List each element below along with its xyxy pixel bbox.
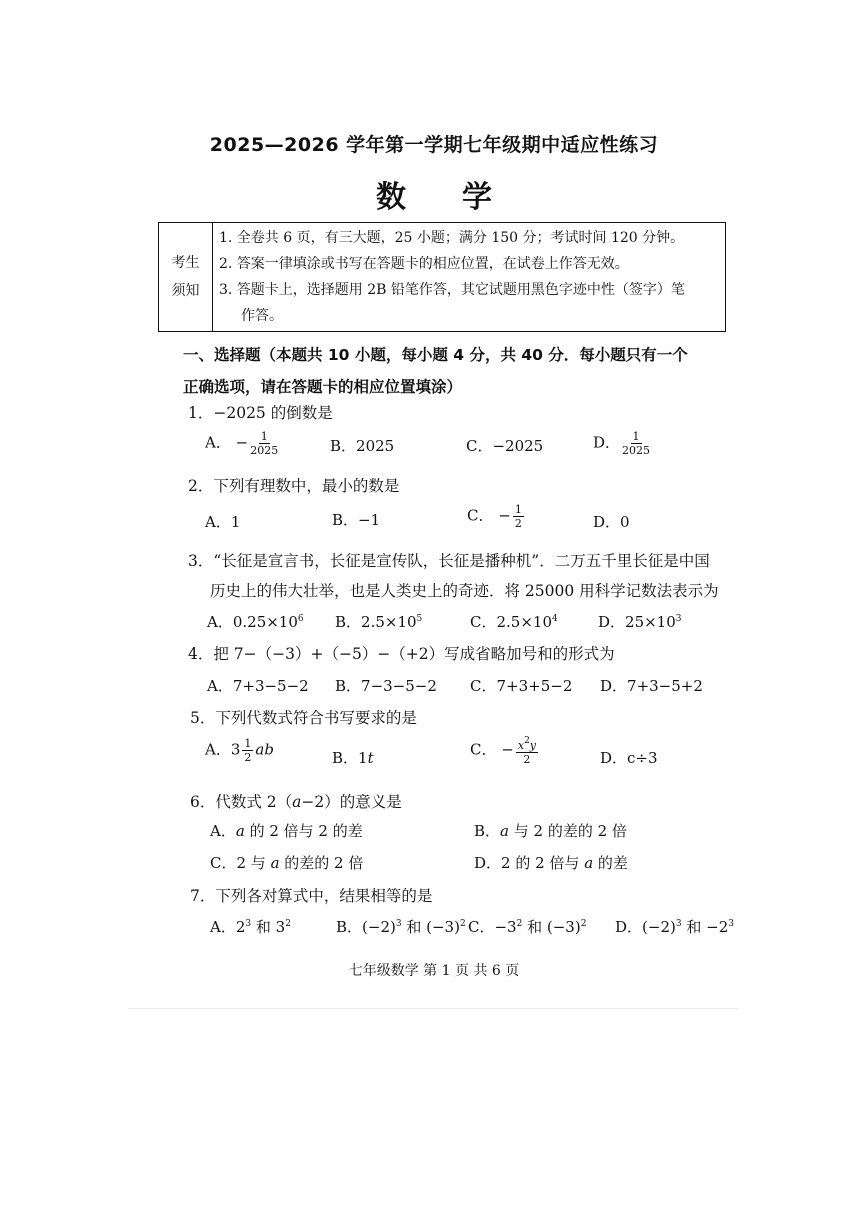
variable: a <box>235 822 245 840</box>
q2-option-b: B．−1 <box>332 511 381 529</box>
coefficient: 1 <box>358 749 368 767</box>
page-edge-divider <box>128 1008 738 1009</box>
section-heading: 一、选择题（本题共 10 小题，每小题 4 分，共 40 分．每小题只有一个正确选项，请在答题卡的相应位置填涂） <box>183 346 688 396</box>
exam-title: 2025—2026 学年第一学期七年级期中适应性练习 <box>209 134 659 156</box>
denominator: 2025 <box>250 444 279 457</box>
question-1-stem: 1．−2025 的倒数是 <box>188 404 333 422</box>
q7-option-c <box>468 916 586 937</box>
minus-sign: − <box>501 740 514 759</box>
question-7-stem: 7．下列各对算式中，结果相等的是 <box>190 887 433 905</box>
conjunction: 和 <box>681 918 707 936</box>
variable: t <box>367 749 374 767</box>
variable: a <box>292 793 302 811</box>
stem-text: 6．代数式 2（ <box>190 793 293 811</box>
math-base: (−3) <box>546 918 581 936</box>
minus-sign: − <box>498 506 511 525</box>
fraction <box>516 735 538 766</box>
q4-option-c: C．7+3+5−2 <box>470 677 573 695</box>
question-6-stem <box>190 790 402 812</box>
variable: ab <box>255 740 274 759</box>
q6-option-b <box>474 820 627 841</box>
option-label: C． <box>468 918 495 936</box>
option-label: D． <box>593 433 621 452</box>
q2-option-c <box>467 503 526 530</box>
q6-option-c <box>210 852 363 873</box>
q5-option-b <box>332 747 374 768</box>
q4-option-b: B．7−3−5−2 <box>335 677 437 695</box>
page-footer: 七年级数学 第 1 页 共 6 页 <box>348 963 520 979</box>
variable: a <box>584 854 594 872</box>
notice-item: 2. 答案一律填涂或书写在答题卡的相应位置，在试卷上作答无效。 <box>219 256 629 272</box>
conjunction: 和 <box>401 918 427 936</box>
option-label: B． <box>335 613 362 631</box>
q7-option-d <box>615 916 734 937</box>
option-label: A． <box>210 918 236 936</box>
numerator: 1 <box>244 737 252 750</box>
q7-option-a <box>210 916 291 937</box>
fraction <box>622 430 650 457</box>
exponent: 3 <box>728 919 734 929</box>
fraction <box>513 503 524 530</box>
question-5-stem: 5．下列代数式符合书写要求的是 <box>190 709 417 727</box>
math-base: 2.5×10 <box>496 613 552 631</box>
option-label: B． <box>332 749 359 767</box>
exponent: 2 <box>580 919 587 929</box>
option-label: C． <box>470 740 497 759</box>
option-label: B． <box>336 918 363 936</box>
option-label: C． <box>467 506 494 525</box>
option-text: 的 2 倍与 2 的差 <box>244 822 363 840</box>
q3-option-d <box>598 611 682 632</box>
q3-option-b <box>335 611 422 632</box>
q4-option-d: D．7+3−5+2 <box>600 677 703 695</box>
option-label: A． <box>205 433 231 452</box>
exponent: 2 <box>459 919 466 929</box>
subject-title <box>0 172 868 216</box>
variable: y <box>529 739 537 752</box>
q2-option-a: A．1 <box>205 513 241 531</box>
numerator: 1 <box>260 430 268 443</box>
variable: a <box>500 822 509 840</box>
question-4-stem: 4．把 7−（−3）+（−5）−（+2）写成省略加号和的形式为 <box>188 645 615 663</box>
exponent: 2 <box>524 736 530 746</box>
exponent: 4 <box>552 614 558 624</box>
notice-item: 1. 全卷共 6 页，有三大题，25 小题；满分 150 分；考试时间 120 分钟。 <box>219 230 685 246</box>
q5-option-c <box>470 735 540 766</box>
subject-char: 学 <box>462 180 492 215</box>
notice-header-line: 考生 <box>171 255 200 271</box>
exponent: 2 <box>285 919 291 929</box>
denominator: 2025 <box>622 444 651 457</box>
notice-item: 3. 答题卡上，选择题用 2B 铅笔作答，其它试题用黑色字迹中性（签字）笔 <box>219 282 685 298</box>
exponent: 5 <box>416 614 423 624</box>
question-3-stem-line2: 历史上的伟大壮举，也是人类史上的奇迹．将 25000 用科学记数法表示为 <box>210 582 719 600</box>
math-base: 0.25×10 <box>232 613 298 631</box>
conjunction: 和 <box>251 918 276 936</box>
math-base: 2.5×10 <box>361 613 417 631</box>
q6-option-d <box>474 852 628 873</box>
math-base: 3 <box>275 918 286 936</box>
denominator: 2 <box>244 751 252 764</box>
denominator: 2 <box>514 517 522 530</box>
q3-option-a <box>207 611 304 632</box>
q6-option-a <box>210 820 363 841</box>
denominator: 2 <box>523 753 531 766</box>
fraction <box>242 737 253 764</box>
option-label: A． <box>207 613 233 631</box>
option-text: 与 2 的差的 2 倍 <box>508 822 627 840</box>
q1-option-d <box>593 430 652 457</box>
option-label: D． <box>615 918 643 936</box>
math-base: (−2) <box>362 918 396 936</box>
q5-option-d: D．c÷3 <box>600 749 658 767</box>
question-3-stem-line1: 3．“长征是宣言书，长征是宣传队，长征是播种机”．二万五千里长征是中国 <box>188 552 710 570</box>
question-2-stem: 2．下列有理数中，最小的数是 <box>188 477 400 495</box>
variable: x <box>517 739 525 752</box>
option-label: D． <box>598 613 626 631</box>
exponent: 3 <box>675 614 682 624</box>
stem-text: −2）的意义是 <box>301 793 402 811</box>
conjunction: 和 <box>522 918 547 936</box>
exponent: 3 <box>245 919 252 929</box>
notice-items <box>219 225 721 329</box>
math-base: (−2) <box>642 918 676 936</box>
q1-option-c: C．−2025 <box>466 437 544 455</box>
math-base: (−3) <box>426 918 460 936</box>
option-text: D．2 的 2 倍与 <box>474 854 585 872</box>
whole-number: 3 <box>230 740 241 759</box>
fraction <box>250 430 278 457</box>
q4-option-a: A．7+3−5−2 <box>207 677 309 695</box>
candidate-notice-box <box>158 222 726 332</box>
option-label: C． <box>470 613 497 631</box>
option-text: A． <box>210 822 236 840</box>
q1-option-a <box>205 430 280 457</box>
q7-option-b <box>336 916 466 937</box>
math-base: −2 <box>706 918 729 936</box>
variable: a <box>270 854 280 872</box>
q5-option-a <box>205 737 274 764</box>
q2-option-d: D．0 <box>593 513 630 531</box>
exponent: 3 <box>675 919 682 929</box>
notice-header <box>159 223 213 331</box>
math-base: 25×10 <box>625 613 676 631</box>
exponent: 2 <box>516 919 523 929</box>
numerator: 1 <box>514 503 522 516</box>
exponent: 6 <box>297 614 304 624</box>
math-base: −3 <box>494 918 517 936</box>
notice-item: 作答。 <box>241 308 283 324</box>
subject-char: 数 <box>376 180 406 215</box>
numerator <box>516 735 538 753</box>
exponent: 3 <box>395 919 402 929</box>
option-label: A． <box>205 740 231 759</box>
option-text: C．2 与 <box>210 854 271 872</box>
option-text: B． <box>474 822 501 840</box>
q3-option-c <box>470 611 558 632</box>
numerator: 1 <box>632 430 640 443</box>
q1-option-b: B．2025 <box>330 437 395 455</box>
minus-sign: − <box>235 433 249 452</box>
math-base: 2 <box>235 918 246 936</box>
option-text: 的差的 2 倍 <box>279 854 364 872</box>
option-text: 的差 <box>593 854 628 872</box>
notice-header-line: 须知 <box>171 283 200 299</box>
